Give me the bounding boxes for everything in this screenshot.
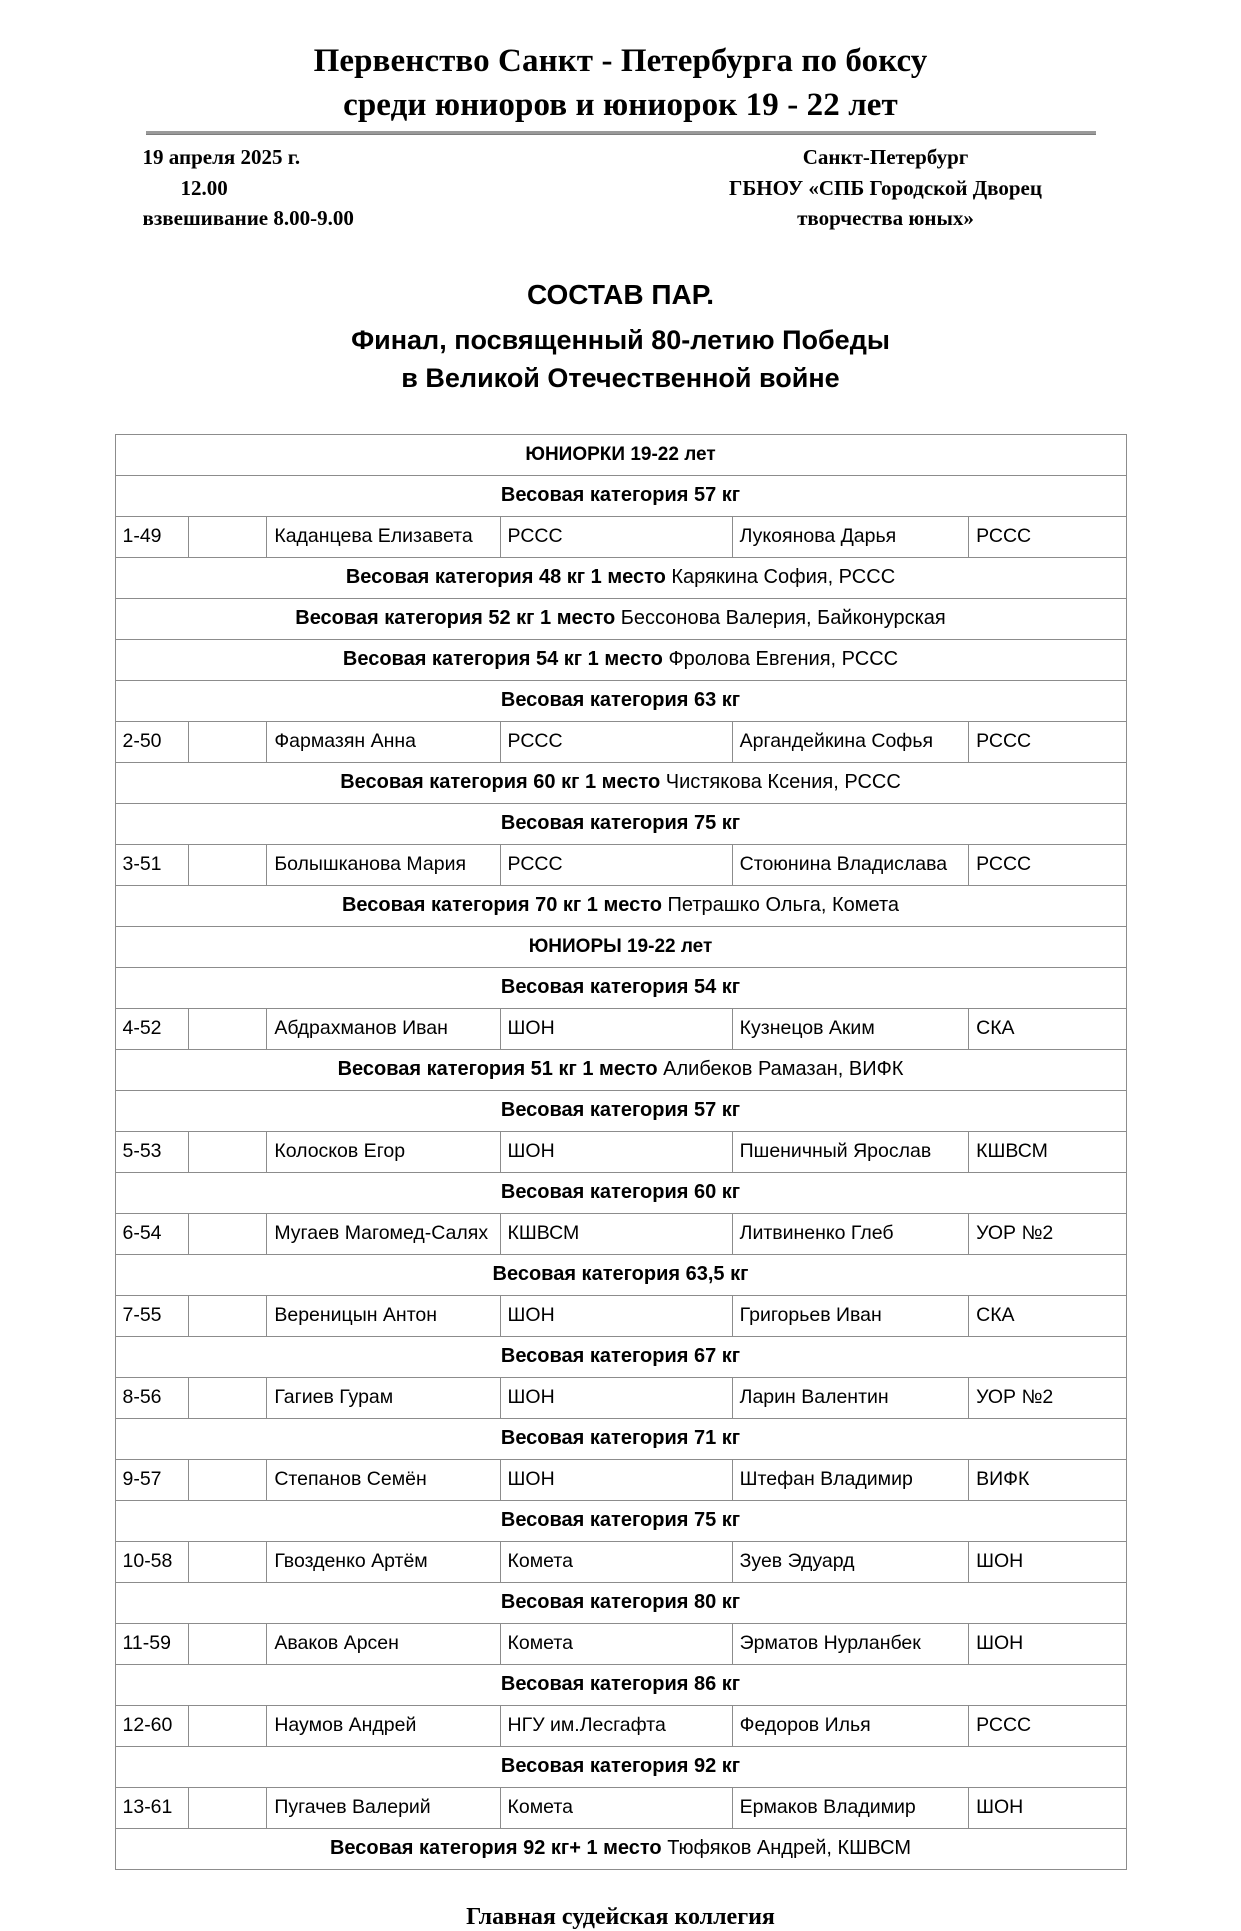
boxer-blue-club: КШВСМ (969, 1131, 1126, 1172)
boxer-blue-club: ШОН (969, 1623, 1126, 1664)
boxer-red-name: Каданцева Елизавета (267, 516, 500, 557)
pair-spacer (189, 1131, 267, 1172)
table-weight-row (115, 680, 1126, 721)
weight-category-title: Весовая категория 63 кг (500, 689, 741, 712)
event-venue-line-1: ГБНОУ «СПБ Городской Дворец (729, 175, 1042, 200)
weight-category-title: Весовая категория 71 кг (500, 1427, 741, 1450)
pairs-table-body (115, 434, 1126, 1869)
boxer-blue-name: Федоров Илья (732, 1705, 968, 1746)
weight-category-label (115, 557, 1126, 598)
boxer-blue-club: ВИФК (969, 1459, 1126, 1500)
boxer-red-name: Абдрахманов Иван (267, 1008, 500, 1049)
pair-number: 11-59 (115, 1623, 189, 1664)
weight-category-title: Весовая категория 92 кг (500, 1755, 741, 1778)
boxer-red-club: НГУ им.Лесгафта (500, 1705, 732, 1746)
table-row (115, 1705, 1126, 1746)
event-time: 12.00 (180, 175, 228, 200)
pair-spacer (189, 1295, 267, 1336)
boxer-blue-name: Зуев Эдуард (732, 1541, 968, 1582)
weight-category-label (115, 598, 1126, 639)
boxer-red-club: Комета (500, 1623, 732, 1664)
boxer-red-club: РССС (500, 516, 732, 557)
weight-category-winner: Петрашко Ольга, Комета (661, 894, 900, 917)
pair-spacer (189, 516, 267, 557)
pair-spacer (189, 1541, 267, 1582)
table-row (115, 1787, 1126, 1828)
table-row (115, 1623, 1126, 1664)
weight-category-title: Весовая категория 54 кг (500, 976, 741, 999)
weight-category-label (115, 1254, 1126, 1295)
table-weight-row (115, 1172, 1126, 1213)
weight-category-title: Весовая категория 80 кг (500, 1591, 741, 1614)
footer-signature: Главная судейская коллегия (466, 1903, 775, 1930)
pair-spacer (189, 1377, 267, 1418)
boxer-red-name: Фармазян Анна (267, 721, 500, 762)
weight-category-winner: Бессонова Валерия, Байконурская (615, 607, 946, 630)
pair-spacer (189, 721, 267, 762)
weight-category-title: Весовая категория 92 кг+ 1 место (329, 1837, 662, 1860)
weight-category-winner: Чистякова Ксения, РССС (660, 771, 901, 794)
table-row (115, 1008, 1126, 1049)
pair-number: 5-53 (115, 1131, 189, 1172)
boxer-red-name: Наумов Андрей (267, 1705, 500, 1746)
pair-number: 6-54 (115, 1213, 189, 1254)
title-divider (146, 131, 1096, 135)
boxer-red-name: Пугачев Валерий (267, 1787, 500, 1828)
weight-category-label (115, 1418, 1126, 1459)
title-line-2: среди юниоров и юниорок 19 - 22 лет (343, 86, 898, 123)
weight-category-title: Весовая категория 70 кг 1 место (341, 894, 662, 917)
boxer-blue-club: РССС (969, 516, 1126, 557)
weight-category-label (115, 967, 1126, 1008)
event-info (121, 142, 1121, 233)
boxer-blue-club: УОР №2 (969, 1213, 1126, 1254)
boxer-red-club: Комета (500, 1787, 732, 1828)
pair-number: 13-61 (115, 1787, 189, 1828)
table-weight-row (115, 1828, 1126, 1869)
weight-category-title: Весовая категория 60 кг (500, 1181, 741, 1204)
boxer-red-club: РССС (500, 844, 732, 885)
boxer-blue-club: СКА (969, 1008, 1126, 1049)
boxer-red-name: Аваков Арсен (267, 1623, 500, 1664)
pair-number: 9-57 (115, 1459, 189, 1500)
table-row (115, 516, 1126, 557)
pairs-table (115, 434, 1127, 1870)
weight-category-title: Весовая категория 54 кг 1 место (342, 648, 663, 671)
table-weight-row (115, 1090, 1126, 1131)
table-row (115, 1377, 1126, 1418)
pair-number: 1-49 (115, 516, 189, 557)
boxer-red-name: Мугаев Магомед-Салях (267, 1213, 500, 1254)
boxer-blue-name: Эрматов Нурланбек (732, 1623, 968, 1664)
table-row (115, 844, 1126, 885)
pair-spacer (189, 1705, 267, 1746)
boxer-blue-name: Кузнецов Аким (732, 1008, 968, 1049)
section-label: ЮНИОРКИ 19-22 лет (115, 434, 1126, 475)
boxer-blue-name: Лукоянова Дарья (732, 516, 968, 557)
weight-category-winner: Фролова Евгения, РССС (662, 648, 899, 671)
pair-spacer (189, 1459, 267, 1500)
table-weight-row (115, 1746, 1126, 1787)
pair-number: 7-55 (115, 1295, 189, 1336)
table-weight-row (115, 762, 1126, 803)
pair-spacer (189, 844, 267, 885)
boxer-red-name: Гагиев Гурам (267, 1377, 500, 1418)
boxer-red-name: Вереницын Антон (267, 1295, 500, 1336)
boxer-blue-club: ШОН (969, 1541, 1126, 1582)
boxer-blue-name: Ермаков Владимир (732, 1787, 968, 1828)
boxer-red-club: ШОН (500, 1008, 732, 1049)
boxer-blue-name: Ларин Валентин (732, 1377, 968, 1418)
pair-number: 8-56 (115, 1377, 189, 1418)
weight-category-label (115, 803, 1126, 844)
boxer-red-name: Колосков Егор (267, 1131, 500, 1172)
weight-category-label (115, 1336, 1126, 1377)
table-weight-row (115, 803, 1126, 844)
boxer-red-name: Степанов Семён (267, 1459, 500, 1500)
section-heading (121, 275, 1121, 397)
weight-category-title: Весовая категория 52 кг 1 место (295, 607, 616, 630)
boxer-blue-club: УОР №2 (969, 1377, 1126, 1418)
weight-category-title: Весовая категория 57 кг (500, 484, 741, 507)
event-city: Санкт-Петербург (802, 145, 969, 170)
boxer-blue-name: Стоюнина Владислава (732, 844, 968, 885)
page-title (0, 0, 1241, 127)
pair-spacer (189, 1213, 267, 1254)
pair-number: 2-50 (115, 721, 189, 762)
table-section-row (115, 926, 1126, 967)
weight-category-winner: Алибеков Рамазан, ВИФК (657, 1058, 904, 1081)
weight-category-label (115, 762, 1126, 803)
table-row (115, 1541, 1126, 1582)
weight-category-label (115, 1049, 1126, 1090)
boxer-blue-name: Пшеничный Ярослав (732, 1131, 968, 1172)
table-row (115, 1131, 1126, 1172)
boxer-red-club: ШОН (500, 1131, 732, 1172)
boxer-red-club: КШВСМ (500, 1213, 732, 1254)
boxer-blue-club: РССС (969, 844, 1126, 885)
table-weight-row (115, 598, 1126, 639)
weight-category-label (115, 1500, 1126, 1541)
pair-number: 12-60 (115, 1705, 189, 1746)
boxer-blue-club: РССС (969, 721, 1126, 762)
weight-category-label (115, 475, 1126, 516)
boxer-blue-club: СКА (969, 1295, 1126, 1336)
weight-category-title: Весовая категория 48 кг 1 место (345, 566, 666, 589)
section-label: ЮНИОРЫ 19-22 лет (115, 926, 1126, 967)
pair-spacer (189, 1623, 267, 1664)
pair-number: 3-51 (115, 844, 189, 885)
pair-spacer (189, 1008, 267, 1049)
weight-category-label (115, 680, 1126, 721)
weight-category-title: Весовая категория 57 кг (500, 1099, 741, 1122)
weight-category-label (115, 1828, 1126, 1869)
boxer-red-club: Комета (500, 1541, 732, 1582)
table-weight-row (115, 1664, 1126, 1705)
weight-category-title: Весовая категория 67 кг (500, 1345, 741, 1368)
pair-number: 4-52 (115, 1008, 189, 1049)
table-weight-row (115, 1336, 1126, 1377)
boxer-blue-name: Литвиненко Глеб (732, 1213, 968, 1254)
weight-category-title: Весовая категория 51 кг 1 место (337, 1058, 658, 1081)
table-section-row (115, 434, 1126, 475)
weight-category-title: Весовая категория 86 кг (500, 1673, 741, 1696)
heading-sub-line-1: Финал, посвященный 80-летию Победы (351, 325, 890, 356)
weight-category-label (115, 885, 1126, 926)
boxer-blue-name: Штефан Владимир (732, 1459, 968, 1500)
weight-category-label (115, 1746, 1126, 1787)
event-info-left (121, 142, 541, 233)
table-weight-row (115, 1500, 1126, 1541)
heading-main: СОСТАВ ПАР. (527, 279, 714, 311)
table-weight-row (115, 885, 1126, 926)
weight-category-label (115, 1582, 1126, 1623)
table-row (115, 721, 1126, 762)
table-weight-row (115, 1582, 1126, 1623)
boxer-blue-club: ШОН (969, 1787, 1126, 1828)
boxer-blue-name: Аргандейкина Софья (732, 721, 968, 762)
weight-category-label (115, 1090, 1126, 1131)
title-line-1: Первенство Санкт - Петербурга по боксу (313, 43, 928, 79)
table-weight-row (115, 1254, 1126, 1295)
boxer-red-club: РССС (500, 721, 732, 762)
event-weighing: взвешивание 8.00-9.00 (142, 205, 354, 230)
table-weight-row (115, 475, 1126, 516)
pair-spacer (189, 1787, 267, 1828)
table-row (115, 1295, 1126, 1336)
table-weight-row (115, 1418, 1126, 1459)
table-row (115, 1213, 1126, 1254)
weight-category-title: Весовая категория 75 кг (500, 1509, 741, 1532)
table-weight-row (115, 1049, 1126, 1090)
event-venue-line-2: творчества юных» (797, 205, 974, 230)
table-weight-row (115, 639, 1126, 680)
table-weight-row (115, 967, 1126, 1008)
weight-category-winner: Карякина София, РССС (665, 566, 896, 589)
event-date: 19 апреля 2025 г. (142, 145, 301, 170)
boxer-red-club: ШОН (500, 1459, 732, 1500)
boxer-red-name: Болышканова Мария (267, 844, 500, 885)
weight-category-label (115, 639, 1126, 680)
table-row (115, 1459, 1126, 1500)
weight-category-label (115, 1664, 1126, 1705)
weight-category-title: Весовая категория 60 кг 1 место (340, 771, 661, 794)
weight-category-winner: Тюфяков Андрей, КШВСМ (661, 1837, 912, 1860)
boxer-red-club: ШОН (500, 1377, 732, 1418)
pair-number: 10-58 (115, 1541, 189, 1582)
weight-category-title: Весовая категория 75 кг (500, 812, 741, 835)
event-info-right (651, 142, 1121, 233)
boxer-blue-club: РССС (969, 1705, 1126, 1746)
weight-category-title: Весовая категория 63,5 кг (492, 1263, 749, 1286)
heading-sub-line-2: в Великой Отечественной войне (401, 363, 840, 394)
weight-category-label (115, 1172, 1126, 1213)
boxer-blue-name: Григорьев Иван (732, 1295, 968, 1336)
boxer-red-name: Гвозденко Артём (267, 1541, 500, 1582)
table-weight-row (115, 557, 1126, 598)
boxer-red-club: ШОН (500, 1295, 732, 1336)
